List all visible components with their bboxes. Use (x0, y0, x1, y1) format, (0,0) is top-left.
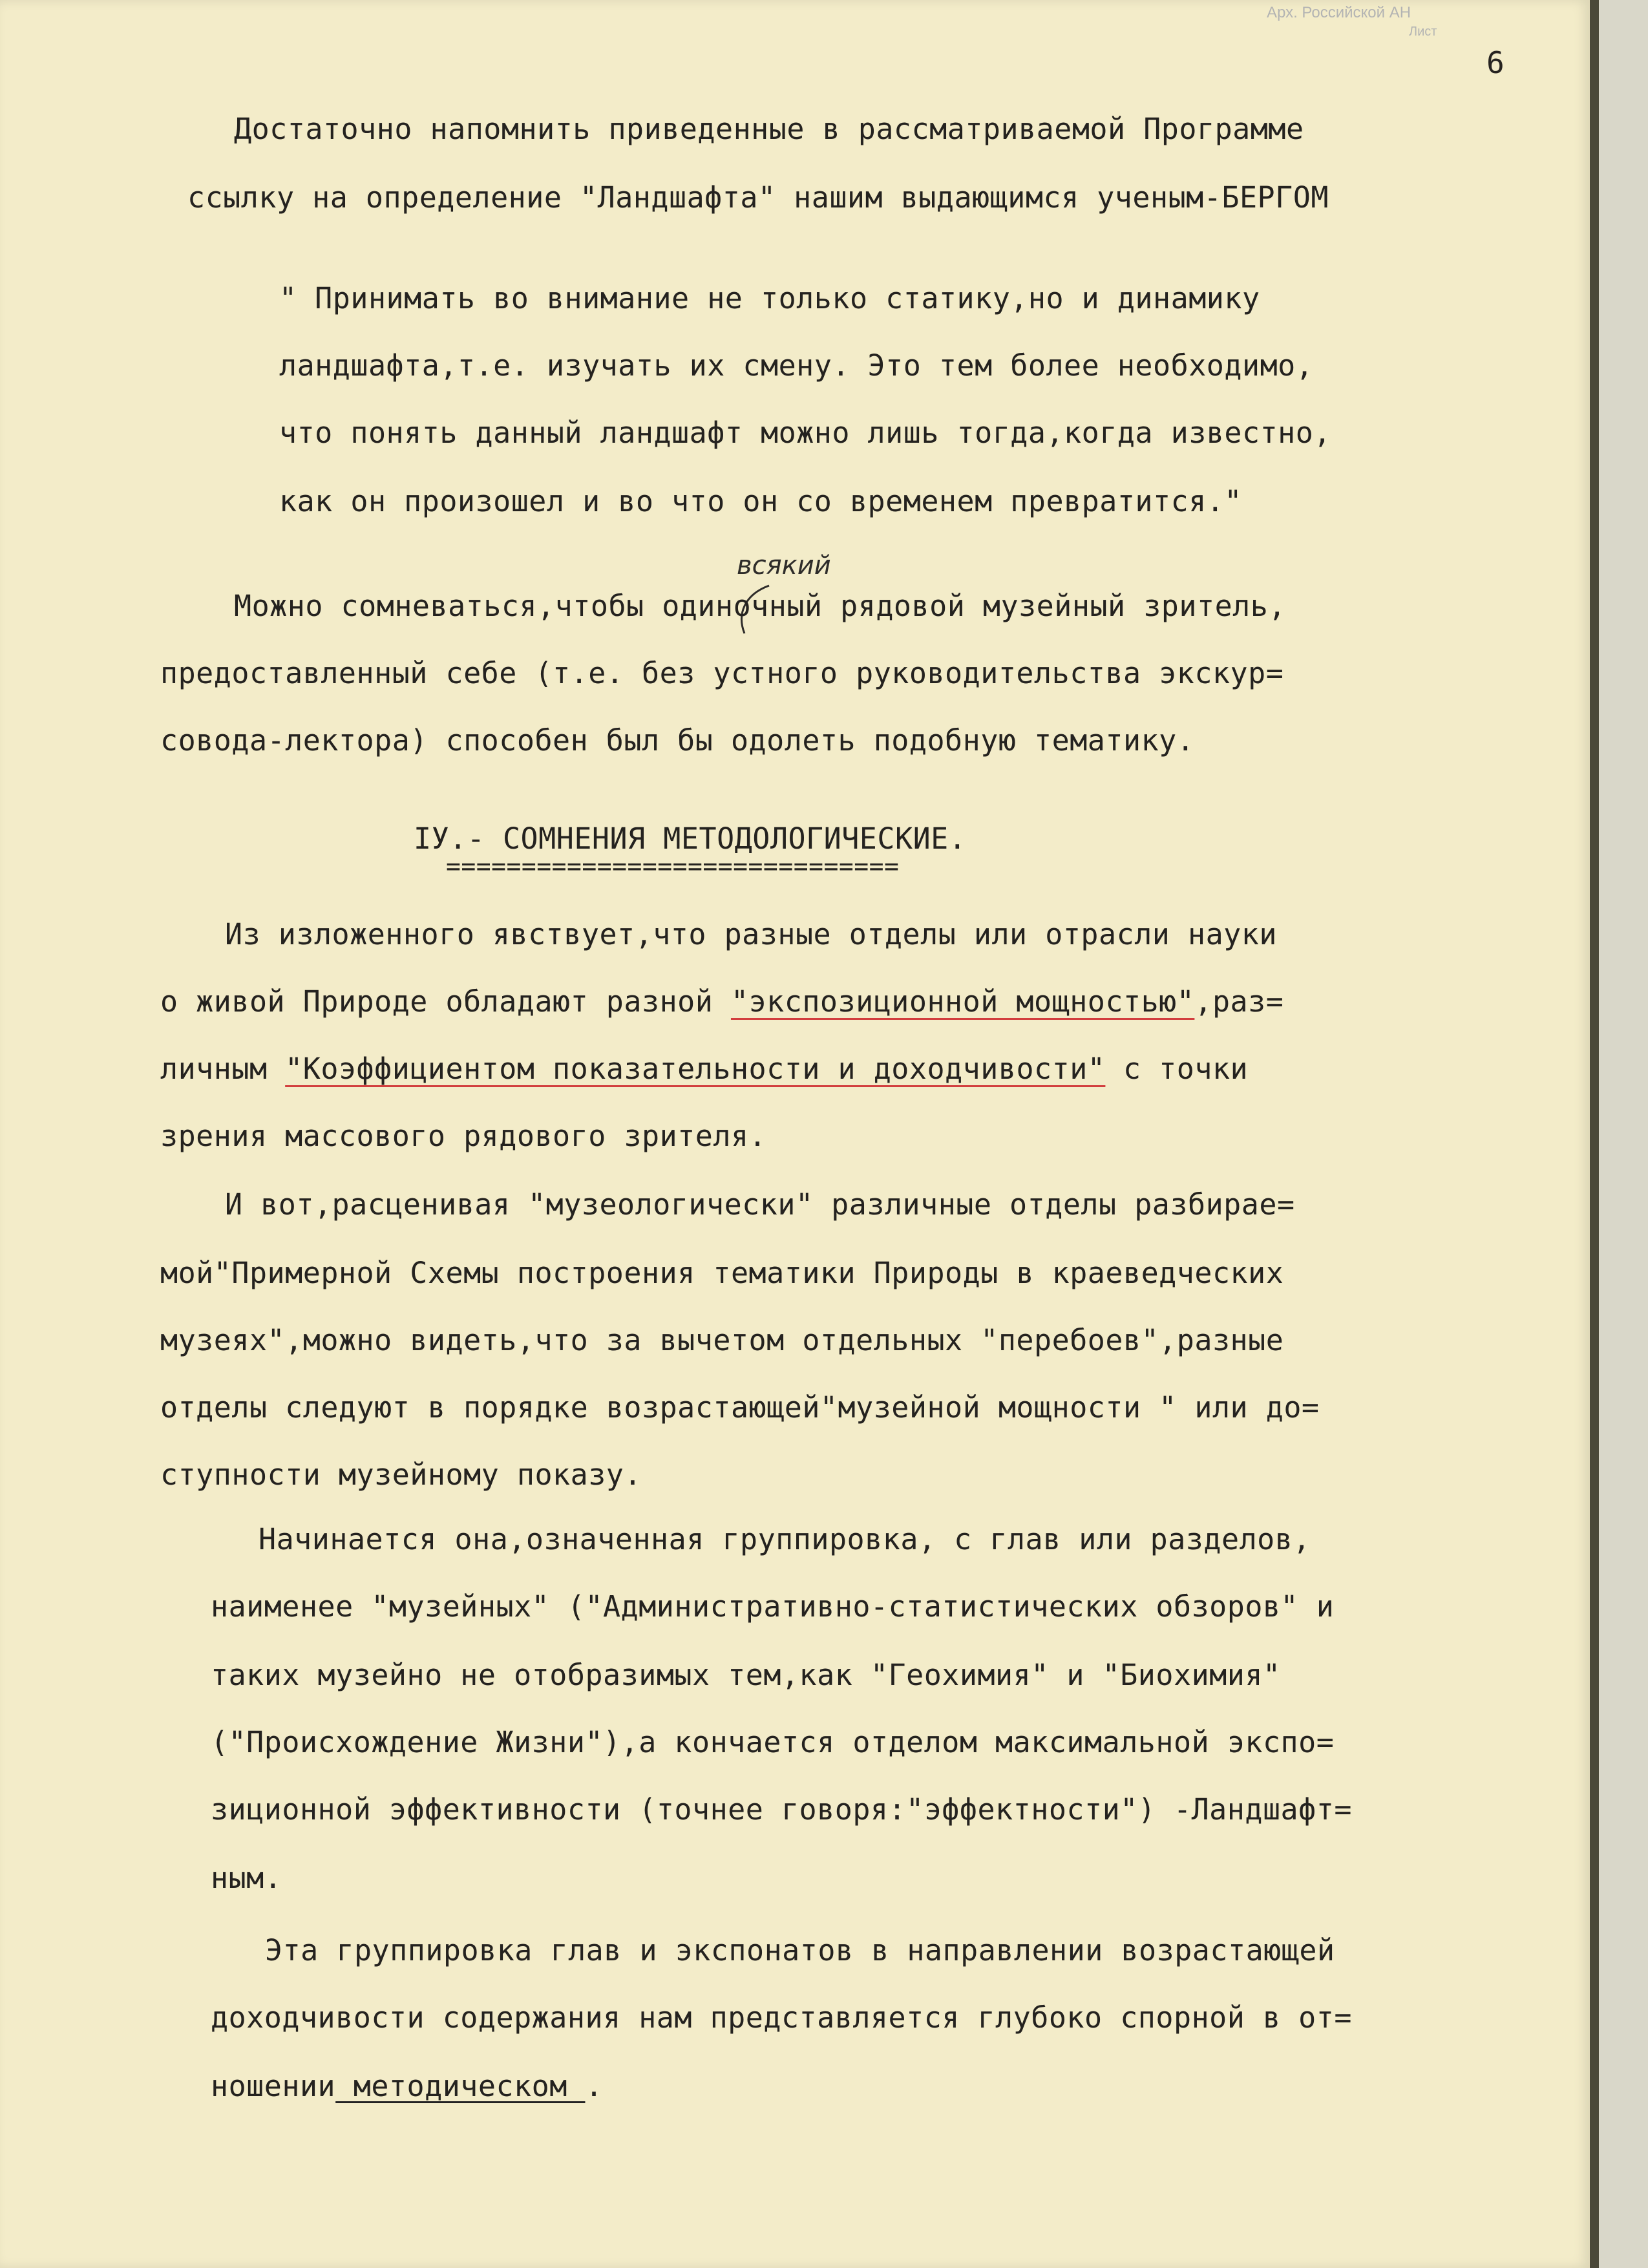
section-heading: IУ.- СОМНЕНИЯ МЕТОДОЛОГИЧЕСКИЕ. (414, 821, 967, 856)
text-segment: . (585, 2069, 604, 2103)
archive-stamp (1234, 0, 1493, 37)
heading-rule: ============================== (446, 852, 900, 880)
text-line: Из изложенного явствует,что разные отделы или отрасли науки (225, 917, 1277, 951)
text-line: предоставленный себе (т.е. без устного руководительства экскур= (160, 656, 1284, 690)
text-segment: о живой Природе обладают разной (160, 984, 731, 1019)
text-line: Начинается она,означенная группировка, с глав или разделов, (259, 1522, 1311, 1556)
text-line: И вот,расценивая "музеологически" различные отделы разбирае= (225, 1187, 1295, 1222)
text-line: отделы следуют в порядке возрастающей"музейной мощности " или до= (160, 1390, 1320, 1425)
red-underlined-phrase: "экспозиционной мощностью" (730, 984, 1195, 1019)
text-line: ступности музейному показу. (160, 1457, 642, 1492)
text-line: ным. (211, 1861, 282, 1895)
text-line: доходчивости содержания нам представляется глубоко спорной в от= (211, 2000, 1352, 2035)
text-line: Эта группировка глав и экспонатов в направлении возрастающей (265, 1933, 1335, 1967)
text-segment: ,раз= (1194, 984, 1284, 1019)
text-line: ссылку на определение "Ландшафта" нашим выдающимся ученым-БЕРГОМ (187, 180, 1329, 215)
text-line (211, 2068, 603, 2104)
red-underlined-phrase: "Коэффициентом показательности и доходчивости" (285, 1052, 1106, 1086)
text-line: мой"Примерной Схемы построения тематики Природы в краеведческих (160, 1256, 1284, 1290)
text-line: Достаточно напомнить приведенные в рассматриваемой Программе (234, 112, 1304, 146)
text-segment: личным (160, 1052, 286, 1086)
scan-border (1590, 0, 1648, 2268)
archive-stamp-line2: Лист (1409, 25, 1437, 39)
underlined-word: методическом (335, 2069, 586, 2103)
text-line: зиционной эффективности (точнее говоря:"эффектности") -Ландшафт= (211, 1792, 1352, 1827)
archive-stamp-line1: Арх. Российской АН (1267, 4, 1411, 21)
handwritten-insertion: всякий (737, 551, 831, 580)
page-number: 6 (1486, 45, 1505, 80)
quote-line: что понять данный ландшафт можно лишь тогда,когда известно, (279, 416, 1331, 450)
text-line: совода-лектора) способен был бы одолеть подобную тематику. (160, 723, 1195, 758)
quote-line: как он произошел и во что он со временем превратится." (279, 484, 1242, 518)
text-line: ("Происхождение Жизни"),а кончается отделом максимальной экспо= (211, 1725, 1335, 1759)
text-line: таких музейно не отобразимых тем,как "Геохимия" и "Биохимия" (211, 1658, 1281, 1692)
text-line: музеях",можно видеть,что за вычетом отдельных "перебоев",разные (160, 1323, 1284, 1357)
text-line: Можно сомневаться,чтобы одиночный рядовой музейный зритель, (234, 589, 1286, 623)
text-line (160, 1051, 1248, 1087)
scan-border-shadow (1590, 0, 1599, 2268)
quote-line: " Принимать во внимание не только статику,но и динамику (279, 281, 1260, 315)
text-line: наименее "музейных" ("Административно-статистических обзоров" и (211, 1589, 1335, 1624)
quote-line: ландшафта,т.е. изучать их смену. Это тем более необходимо, (279, 348, 1314, 383)
text-line: зрения массового рядового зрителя. (160, 1119, 767, 1153)
text-line (160, 984, 1284, 1020)
text-segment: ношении (211, 2069, 336, 2103)
text-segment: с точки (1105, 1052, 1249, 1086)
